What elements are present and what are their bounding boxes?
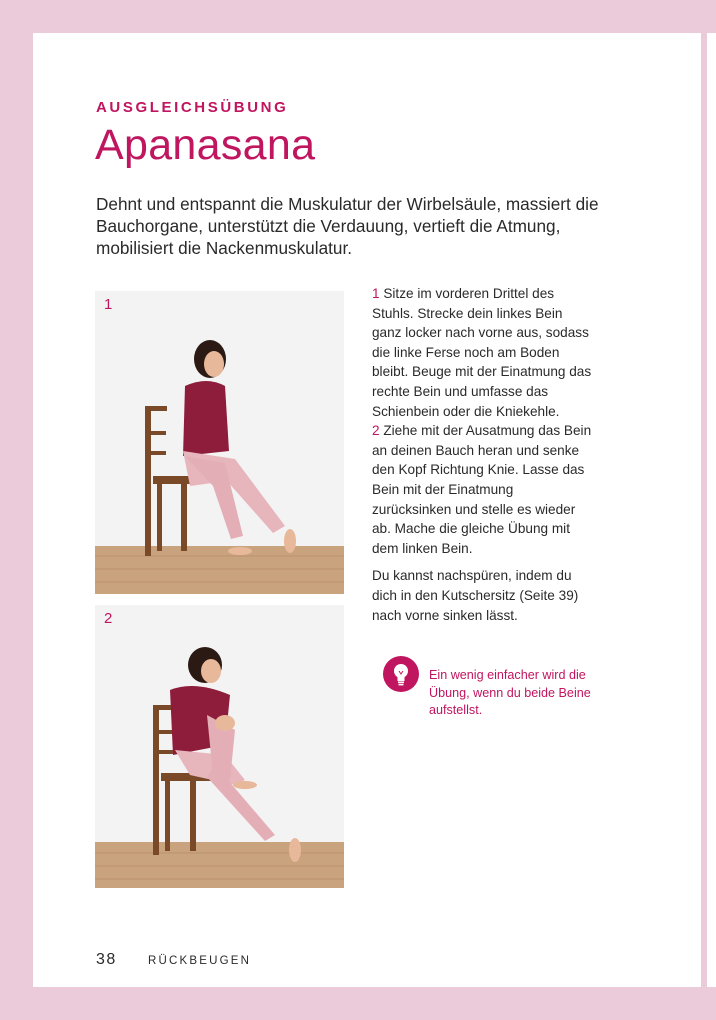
section-eyebrow: AUSGLEICHSÜBUNG <box>96 99 289 116</box>
step-text: Sitze im vorderen Drittel des Stuhls. Strecke dein linkes Bein ganz locker nach vorne aus, sodass die linke Ferse noch am Boden bleibt. Beuge mit der Einatmung das rechte Bein und umfasse das Schienbein oder die Kniekehle. <box>372 286 592 419</box>
photo-2-illustration <box>95 605 344 888</box>
page-number: 38 <box>96 951 117 968</box>
photo-1-illustration <box>95 291 344 594</box>
page <box>33 33 701 987</box>
page-title: Apanasana <box>95 121 316 169</box>
step-1 <box>372 284 592 558</box>
exercise-photo-2 <box>95 605 344 888</box>
photo-number: 2 <box>104 610 113 627</box>
intro-text: Dehnt und entspannt die Muskulatur der Wirbelsäule, massiert die Bauchorgane, unterstützt die Verdauung, vertieft die Atmung, mobilisiert die Nackenmuskulatur. <box>96 194 599 258</box>
step-number: 1 <box>372 286 380 301</box>
tip-text: Ein wenig einfacher wird die Übung, wenn du beide Beine aufstellst. <box>429 668 591 718</box>
section-name: RÜCKBEUGEN <box>148 955 252 967</box>
note-text: Du kannst nachspüren, indem du dich in den Kutschersitz (Seite 39) nach vorne sinken lässt. <box>372 568 579 623</box>
photo-number: 1 <box>104 296 113 313</box>
exercise-photo-1 <box>95 291 344 594</box>
next-page-edge <box>705 33 716 987</box>
step-text: Ziehe mit der Ausatmung das Bein an deinen Bauch heran und senke den Kopf Richtung Knie. Lasse das Bein mit der Einatmung zurücksinken und stelle es wieder ab. Mache die gleiche Übung mit dem linken Bein. <box>372 423 592 556</box>
instructions <box>372 284 592 633</box>
step-number: 2 <box>372 423 380 439</box>
lightbulb-icon <box>383 656 419 692</box>
